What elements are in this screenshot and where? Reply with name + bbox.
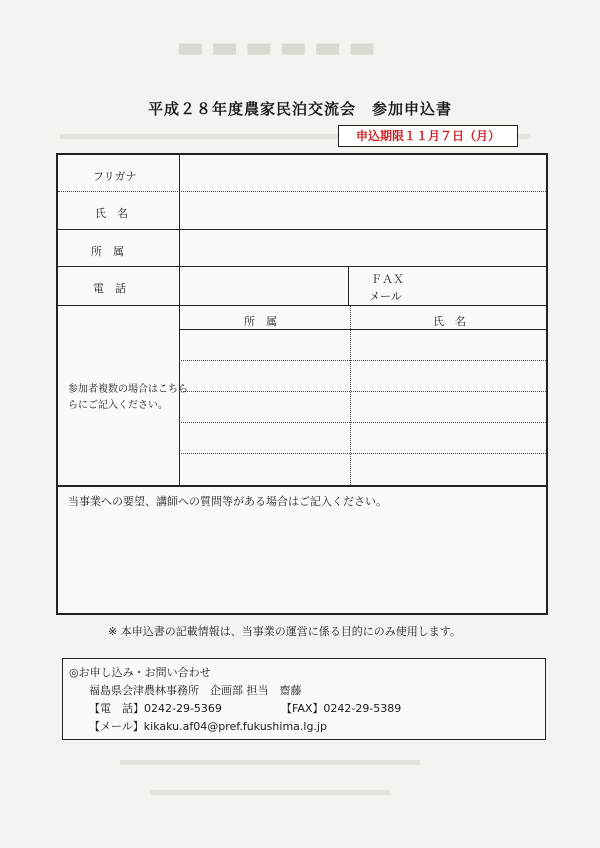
phone-field[interactable] — [180, 267, 347, 304]
fax-label: ＦＡＸ — [371, 273, 404, 286]
mail-label: メール — [369, 290, 402, 303]
application-form-table — [56, 153, 548, 615]
deadline-badge: 申込期限１１月７日（月） — [338, 125, 518, 147]
request-note: 当事業への要望、講師への質問等がある場合はご記入ください。 — [68, 495, 387, 508]
privacy-note: ※ 本申込書の記載情報は、当事業の運営に係る目的にのみ使用します。 — [108, 625, 461, 638]
reverse-side-bleed-through: ▬▬▬▬▬▬ — [170, 30, 377, 65]
contact-heading: ◎お申し込み・お問い合わせ — [69, 666, 211, 679]
fax-mail-field[interactable] — [408, 267, 544, 304]
multi-participants-note-line2: らにご記入ください。 — [68, 400, 168, 411]
contact-org: 福島県会津農林事務所 企画部 担当 齋藤 — [89, 684, 302, 697]
affiliation-field[interactable] — [180, 230, 544, 265]
multi-participants-note-line1: 参加者複数の場合はこちら — [68, 384, 188, 395]
name-label: 氏 名 — [95, 207, 128, 220]
multi-affiliation-header: 所 属 — [244, 315, 277, 328]
phone-label: 電 話 — [93, 282, 126, 295]
furigana-field[interactable] — [180, 156, 544, 190]
furigana-label: フリガナ — [93, 170, 137, 183]
contact-phone: 【電 話】0242-29-5369 — [89, 702, 222, 715]
form-title: 平成２８年度農家民泊交流会 参加申込書 — [147, 100, 452, 118]
contact-box — [62, 658, 546, 740]
contact-email[interactable]: 【メール】kikaku.af04@pref.fukushima.lg.jp — [89, 720, 327, 733]
affiliation-label: 所 属 — [91, 245, 124, 258]
request-field[interactable] — [60, 511, 544, 611]
multi-participants-area[interactable] — [180, 331, 546, 484]
multi-name-header: 氏 名 — [433, 315, 466, 328]
name-field[interactable] — [180, 192, 544, 228]
contact-fax: 【FAX】0242-29-5389 — [281, 702, 402, 715]
